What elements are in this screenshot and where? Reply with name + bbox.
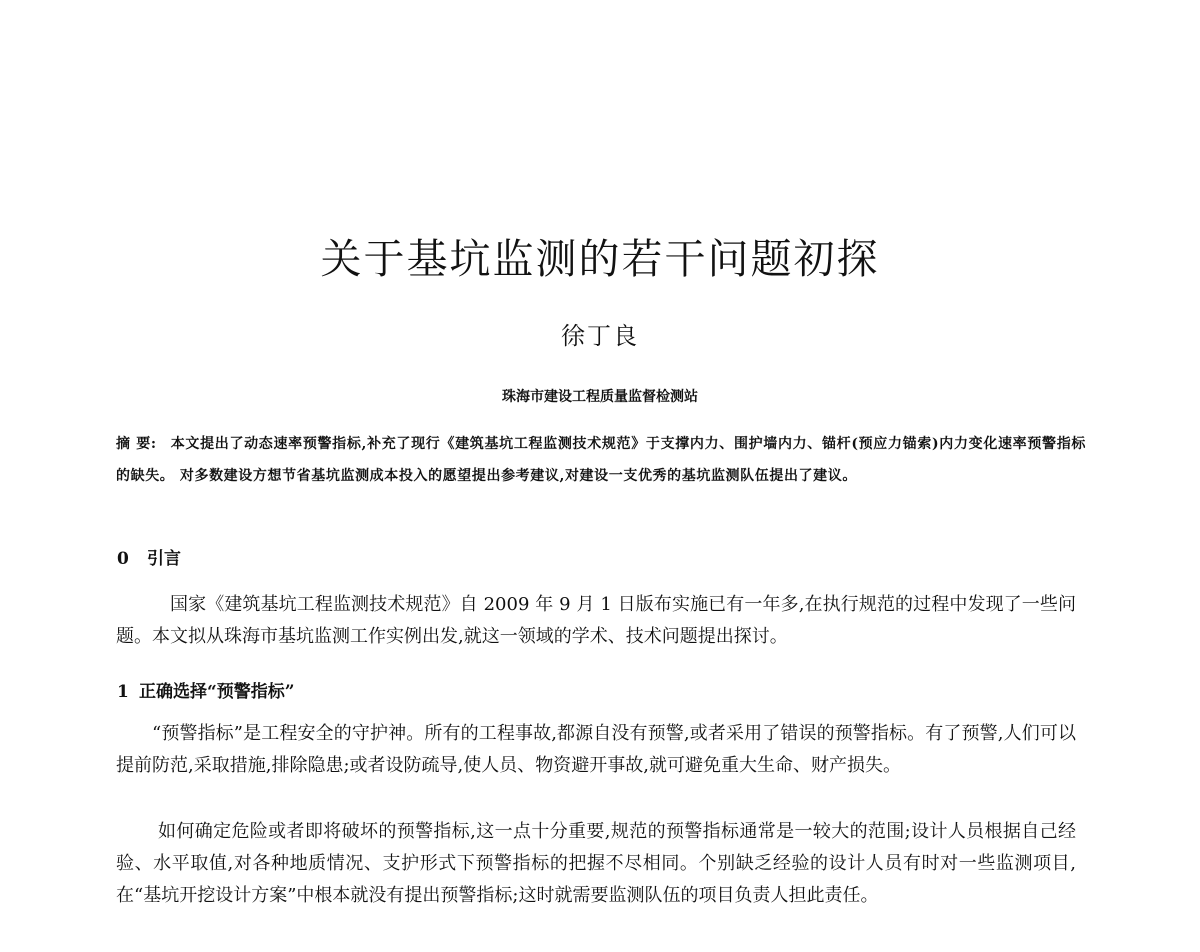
abstract xyxy=(116,428,1086,492)
author-name: 徐丁良 xyxy=(561,322,639,350)
section-title: 引言 xyxy=(147,549,181,569)
section-paragraph: 如何确定危险或者即将破坏的预警指标,这一点十分重要,规范的预警指标通常是一较大的范围;设计人员根据自己经验、水平取值,对各种地质情况、支护形式下预警指标的把握不尽相同。个别缺乏经验的设计人员有时对一些监测项目,在“基坑开挖设计方案”中根本就没有提出预警指标;这时就需要监测队伍的项目负责人担此责任。 xyxy=(116,821,1076,906)
abstract-text: 本文提出了动态速率预警指标,补充了现行《建筑基坑工程监测技术规范》于支撑内力、围护墙内力、锚杆(预应力锚索)内力变化速率预警指标的缺失。 对多数建设方想节省基坑监测成本投入的愿望提出参考建议,对建设一支优秀的基坑监测队伍提出了建议。 xyxy=(116,436,1086,484)
section-heading-warning-index xyxy=(117,677,295,702)
section-paragraph: 国家《建筑基坑工程监测技术规范》自 2009 年 9 月 1 日版布实施已有一年多,在执行规范的过程中发现了一些问题。本文拟从珠海市基坑监测工作实例出发,就这一领域的学术、技术问题提出探讨。 xyxy=(116,594,1076,647)
author-affiliation: 珠海市建设工程质量监督检测站 xyxy=(502,389,698,405)
abstract-label: 摘 要: xyxy=(116,436,157,452)
section-number: 1 xyxy=(117,682,129,702)
section-paragraph: “预警指标”是工程安全的守护神。所有的工程事故,都源自没有预警,或者采用了错误的预警指标。有了预警,人们可以提前防范,采取措施,排除隐患;或者设防疏导,使人员、物资避开事故,就可避免重大生命、财产损失。 xyxy=(116,723,1076,776)
paper-title: 关于基坑监测的若干问题初探 xyxy=(320,235,880,283)
section-number: 0 xyxy=(117,549,129,569)
section-title: 正确选择“预警指标” xyxy=(139,682,295,702)
section-heading-introduction xyxy=(117,544,181,569)
